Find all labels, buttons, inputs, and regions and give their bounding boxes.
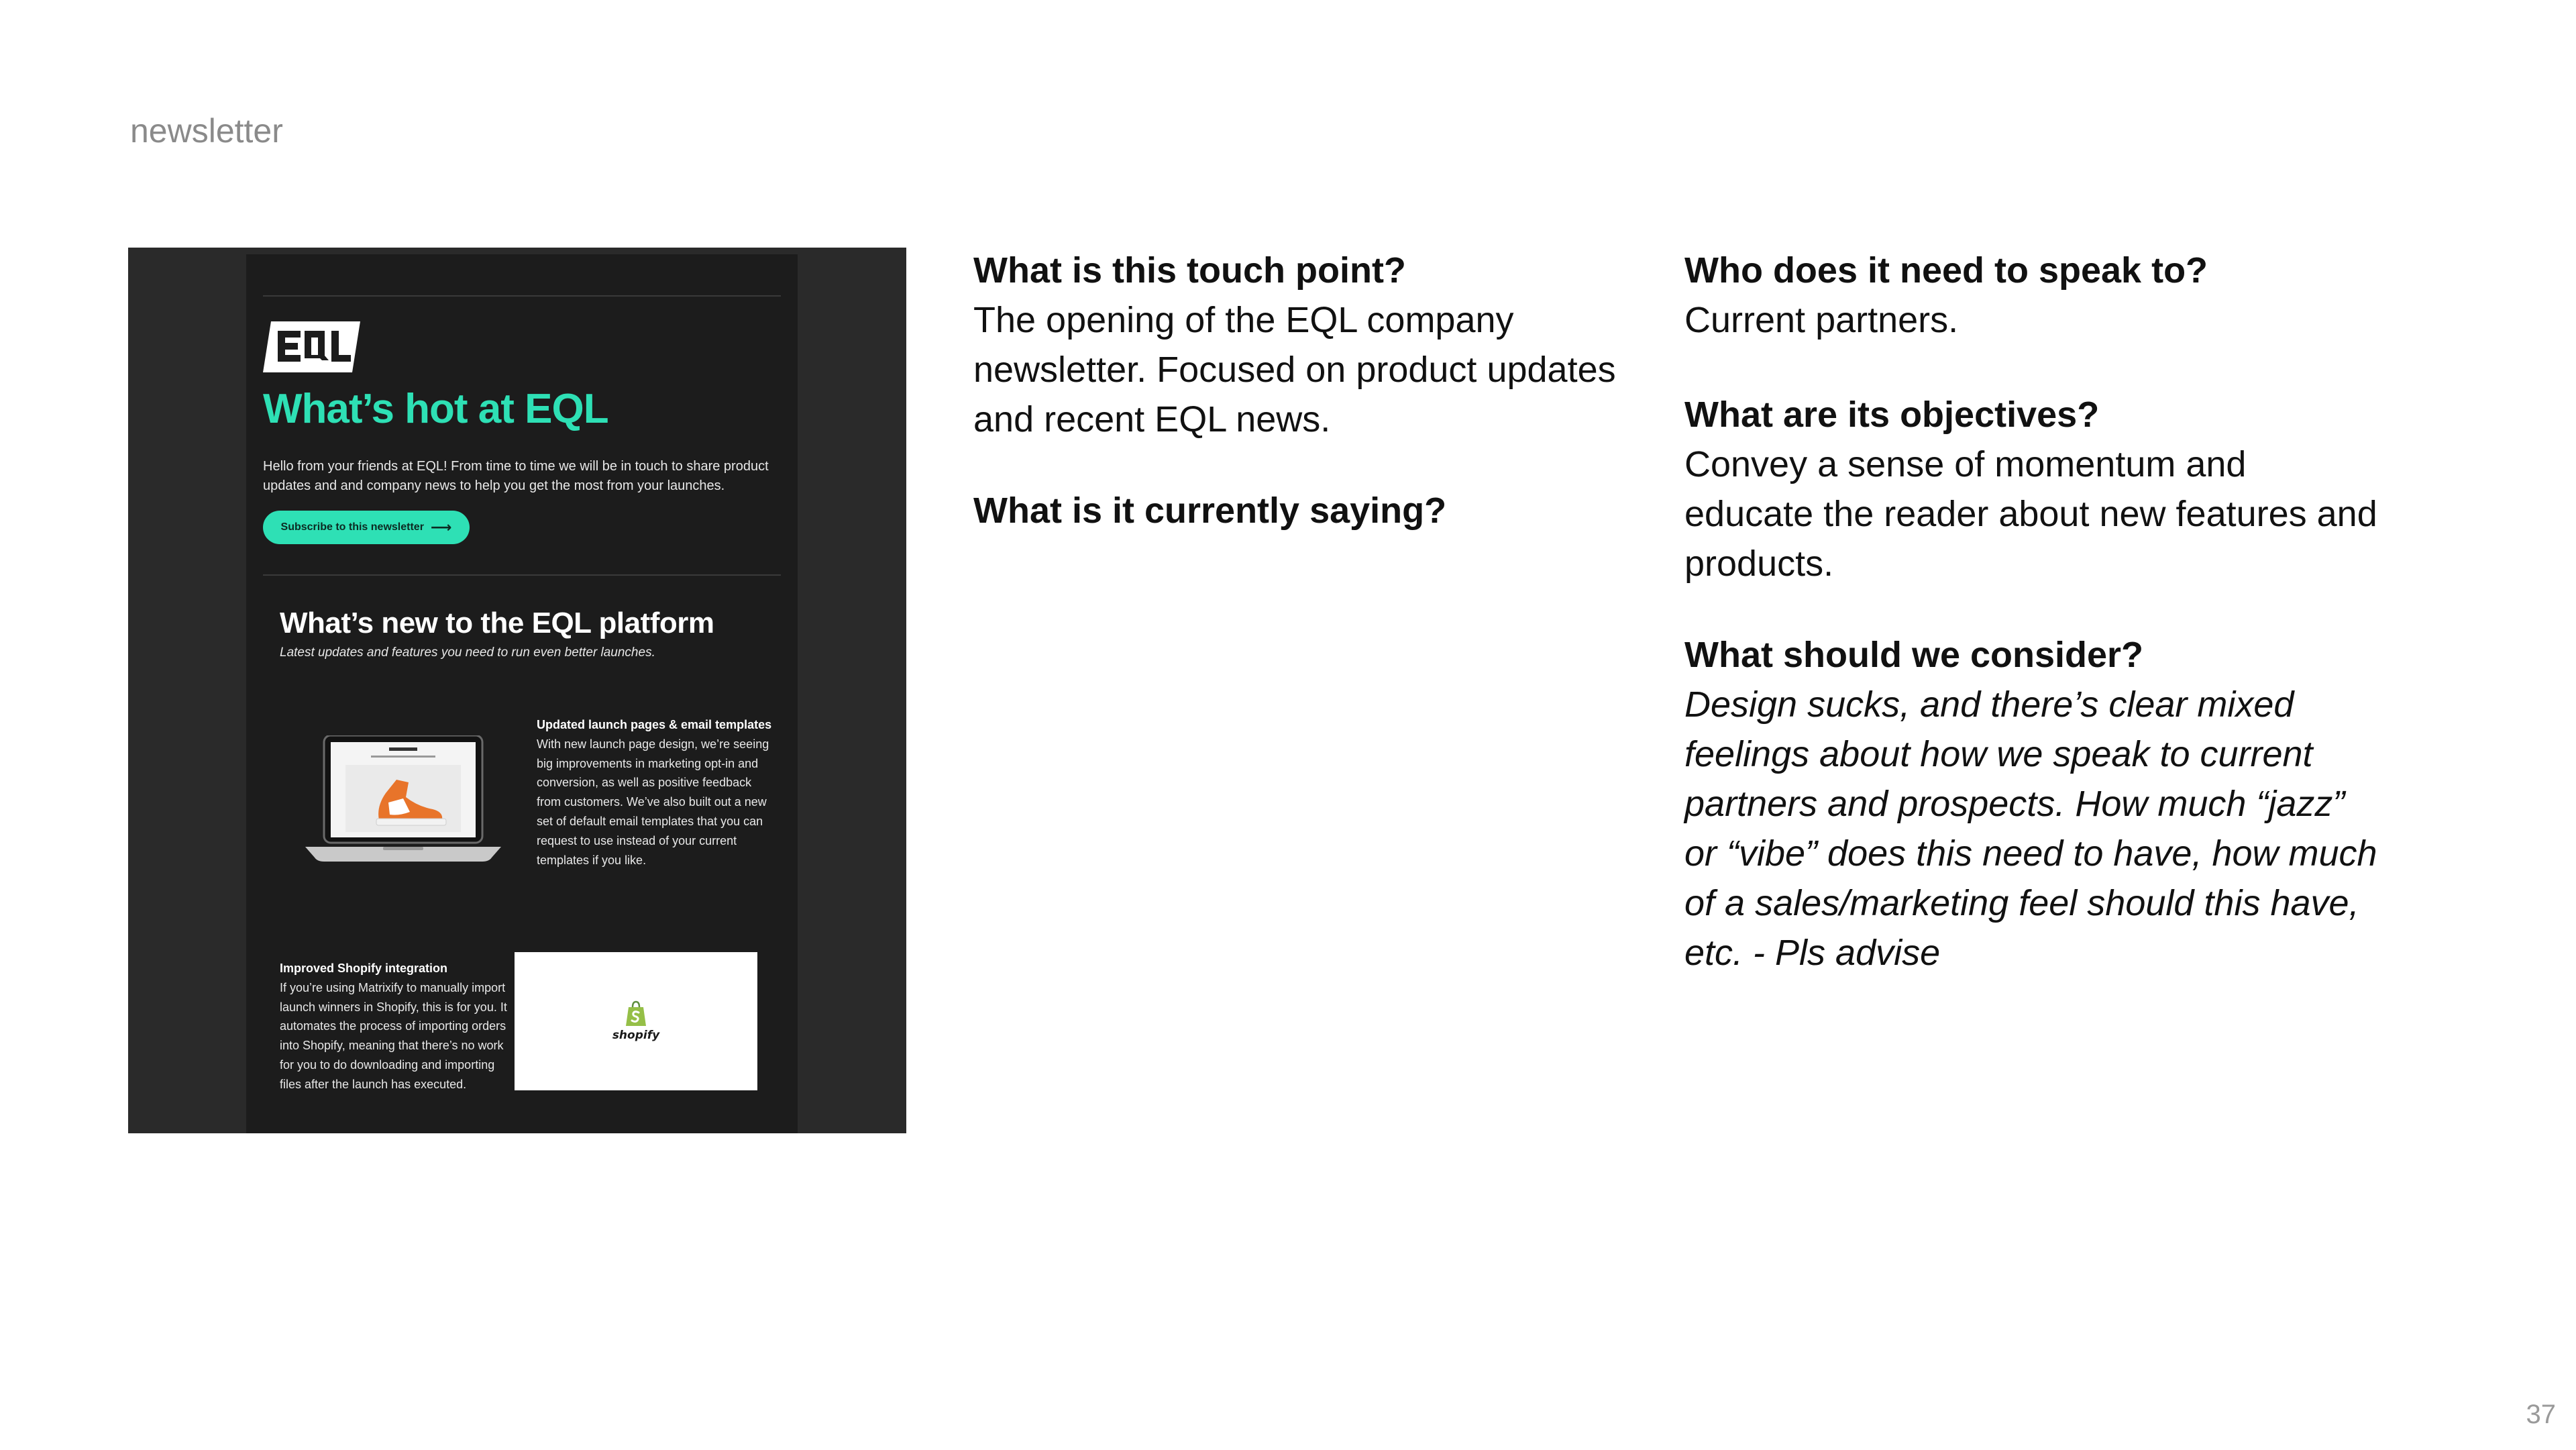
platform-section-subtitle: Latest updates and features you need to run even better launches. [280,645,655,660]
question-audience: Who does it need to speak to? [1684,250,2208,291]
subscribe-button[interactable] [263,511,470,544]
arrow-right-icon: ⟶ [430,519,452,535]
shopify-logo-panel [515,952,757,1090]
newsletter-screenshot [128,248,906,1133]
answer-touch-point: The opening of the EQL company newsletter. Focused on product updates and recent EQL news. [973,300,1616,439]
question-touch-point: What is this touch point? [973,250,1406,291]
shopify-wordmark: shopify [612,1029,660,1042]
divider [263,295,781,297]
feature-launch-pages [537,715,778,870]
divider [263,574,781,576]
subscribe-button-label: Subscribe to this newsletter [280,521,424,533]
answer-audience: Current partners. [1684,300,1959,340]
feature-shopify-integration [280,959,511,1094]
section-label: newsletter [130,112,283,150]
feature-body: If you’re using Matrixify to manually import launch winners in Shopify, this is for you. It automates the process of importing orders into Shopify, meaning that there’s no work for you to do downloading and importing files after the launch has executed. [280,980,507,1091]
newsletter-title: What’s hot at EQL [263,386,608,432]
feature-title: Updated launch pages & email templates [537,718,772,731]
page-number: 37 [2526,1400,2556,1429]
feature-body: With new launch page design, we’re seeing big improvements in marketing opt-in and conversion, as well as positive feedback from customers. We’ve also built out a new set of default email templates that you can request to use instead of your current templates if you like. [537,737,769,867]
feature-title: Improved Shopify integration [280,962,448,975]
question-consider: What should we consider? [1684,635,2144,675]
answer-objectives: Convey a sense of momentum and educate the reader about new features and products. [1684,444,2377,584]
question-currently-saying: What is it currently saying? [973,490,1447,531]
notes-column-left [973,246,1617,535]
answer-consider: Design sucks, and there’s clear mixed feelings about how we speak to current partners and prospects. How much “jazz” or “vibe” does this need to have, how much of a sales/marketing feel should this have, etc. - Pls advise [1684,684,2377,973]
notes-column-right [1684,246,2382,978]
eql-logo [263,321,360,372]
platform-section-title: What’s new to the EQL platform [280,607,714,639]
shopify-bag-icon [625,1000,647,1027]
newsletter-email [246,254,798,1133]
question-objectives: What are its objectives? [1684,395,2100,435]
newsletter-intro: Hello from your friends at EQL! From time to time we will be in touch to share product updates and and company news to help you get the most from your launches. [263,459,769,493]
laptop-sneaker-image [305,735,501,863]
